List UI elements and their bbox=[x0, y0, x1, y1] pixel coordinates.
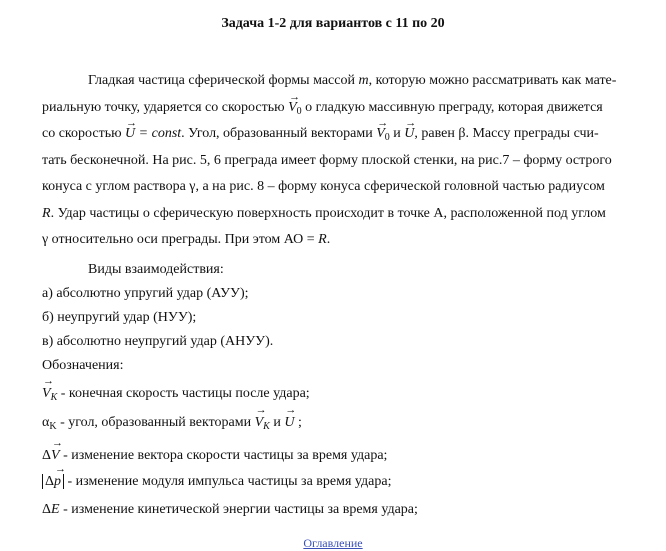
vector-u: → U bbox=[125, 121, 135, 148]
vector-u-2: → U bbox=[404, 121, 414, 148]
interaction-type-a: а) абсолютно упругий удар (АУУ); bbox=[42, 286, 249, 301]
interaction-type-b: б) неупругий удар (НУУ); bbox=[42, 310, 197, 325]
vector-vk: → V bbox=[42, 386, 51, 402]
notation-angle-alpha: $\alpha_K$ - угол, образованный векторами → $V_K$ и → U ; bbox=[42, 415, 302, 432]
vector-v0-2: → V bbox=[376, 121, 385, 148]
paragraph-line-7: γ относительно оси преграды. При этом АО = R. bbox=[42, 232, 331, 247]
interaction-type-c: в) абсолютно неупругий удар (АНУУ). bbox=[42, 334, 274, 349]
notation-title: Обозначения: bbox=[42, 358, 124, 373]
notation-final-velocity: → $V_K$ - конечная скорость частицы после удара; bbox=[42, 386, 310, 403]
paragraph-line-3: со скоростью → U = const. Угол, образованный векторами → $V_0$ и → U, равен β. Массу преграды счи- bbox=[42, 121, 620, 148]
page-title: Задача 1-2 для вариантов с 11 по 20 bbox=[221, 16, 445, 31]
notation-delta-velocity: Δ→ V - изменение вектора скорости частицы за время удара; bbox=[42, 448, 387, 464]
notation-delta-energy: ΔE - изменение кинетической энергии частицы за время удара; bbox=[42, 502, 418, 517]
vector-u-3: → U bbox=[284, 415, 294, 431]
paragraph-line-6: R. Удар частицы о сферическую поверхность происходит в точке А, расположенной под углом bbox=[42, 205, 606, 221]
notation-delta-momentum: Δ→ p - изменение модуля импульса частицы за время удара; bbox=[42, 474, 391, 490]
interaction-types-title: Виды взаимодействия: bbox=[88, 262, 224, 277]
paragraph-line-4: тать бесконечной. На рис. 5, 6 преграда имеет форму плоской стенки, на рис.7 – форму острого bbox=[42, 152, 612, 168]
vector-vk-2: → V bbox=[255, 415, 264, 431]
paragraph-line-2: риальную точку, ударяется со скоростью → $V_0$ о гладкую массивную преграду, которая движется bbox=[42, 95, 620, 122]
vector-v0: → V bbox=[288, 95, 297, 122]
paragraph-line-5: конуса с углом раствора γ, а на рис. 8 – форму конуса сферической головной частью радиусом bbox=[42, 179, 605, 194]
vector-v-delta: → V bbox=[51, 448, 60, 464]
problem-paragraph bbox=[42, 68, 620, 254]
table-of-contents-link[interactable]: Оглавление bbox=[303, 536, 363, 550]
vector-p: → p bbox=[54, 474, 61, 490]
momentum-abs-bars: Δ→ p bbox=[42, 474, 64, 489]
paragraph-line-1: Гладкая частица сферической формы массой m, которую можно рассматривать как мате- bbox=[88, 73, 617, 88]
